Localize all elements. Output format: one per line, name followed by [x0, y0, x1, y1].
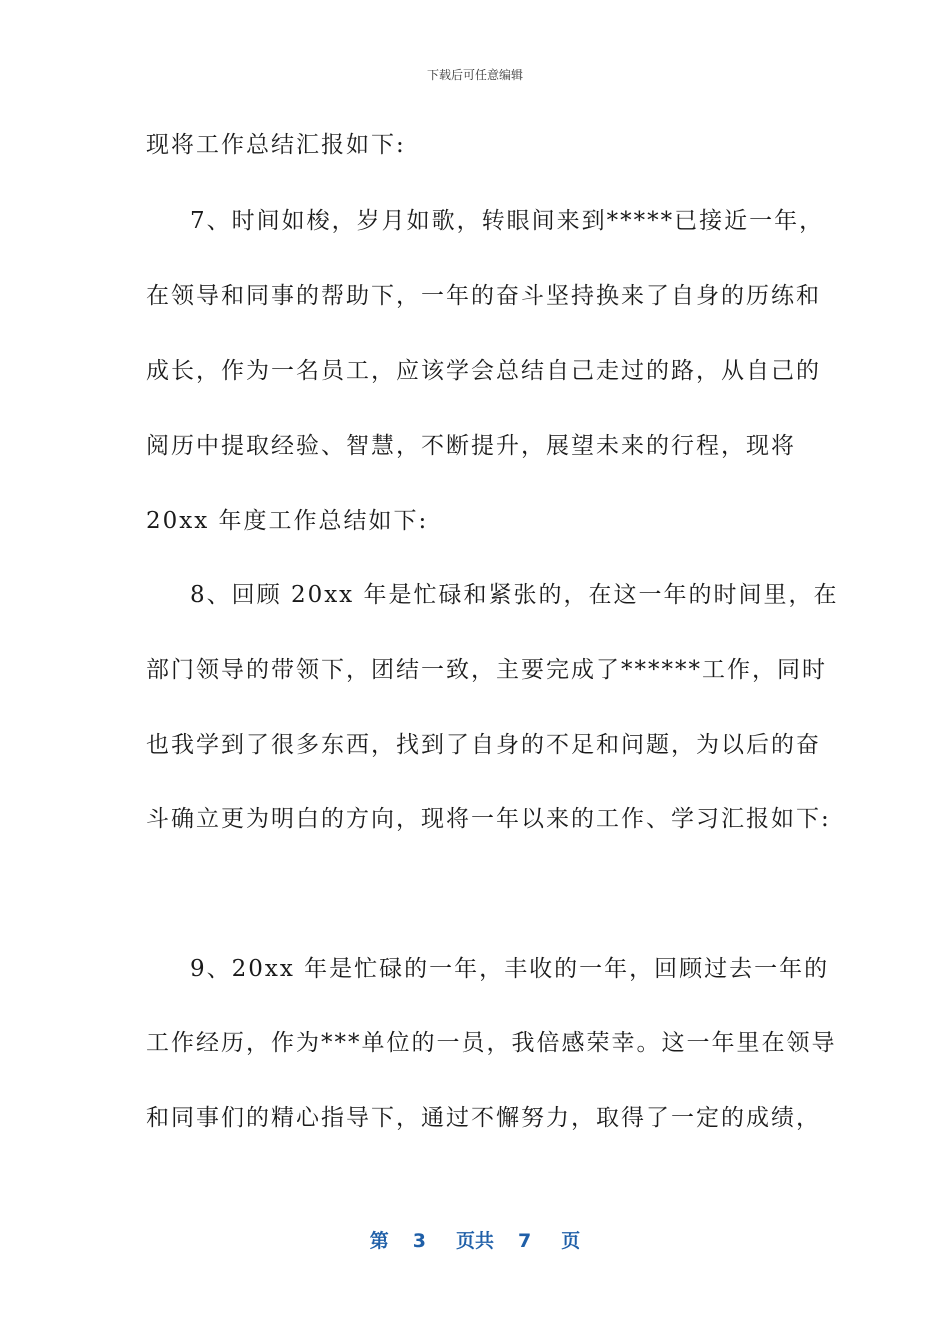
- footer-middle: 页共: [455, 1230, 494, 1252]
- text-line: 8、回顾 20xx 年是忙碌和紧张的，在这一年的时间里，在: [190, 582, 839, 608]
- text-line: 在领导和同事的帮助下，一年的奋斗坚持换来了自身的历练和: [146, 283, 821, 309]
- text-line: 现将工作总结汇报如下:: [146, 132, 406, 158]
- text-line: 也我学到了很多东西，找到了自身的不足和问题，为以后的奋: [146, 732, 821, 758]
- text-line: 20xx 年度工作总结如下:: [146, 508, 429, 534]
- footer-page-number: 3: [412, 1230, 426, 1252]
- page-footer: [0, 1226, 950, 1253]
- text-line: 7、时间如梭，岁月如歌，转眼间来到*****已接近一年，: [190, 208, 825, 234]
- text-line: 斗确立更为明白的方向，现将一年以来的工作、学习汇报如下:: [146, 806, 831, 832]
- text-line: 工作经历，作为***单位的一员，我倍感荣幸。这一年里在领导: [146, 1030, 837, 1056]
- header-note: 下载后可任意编辑: [426, 68, 523, 82]
- footer-prefix: 第: [369, 1230, 389, 1252]
- text-line: 部门领导的带领下，团结一致，主要完成了******工作，同时: [146, 657, 827, 683]
- text-line: 和同事们的精心指导下，通过不懈努力，取得了一定的成绩，: [146, 1105, 821, 1131]
- footer-suffix: 页: [561, 1230, 581, 1252]
- footer-total-pages: 7: [518, 1230, 532, 1252]
- text-line: 成长，作为一名员工，应该学会总结自己走过的路，从自己的: [146, 358, 821, 384]
- text-line: 9、20xx 年是忙碌的一年，丰收的一年，回顾过去一年的: [190, 956, 830, 982]
- text-line: 阅历中提取经验、智慧，不断提升，展望未来的行程，现将: [146, 433, 796, 459]
